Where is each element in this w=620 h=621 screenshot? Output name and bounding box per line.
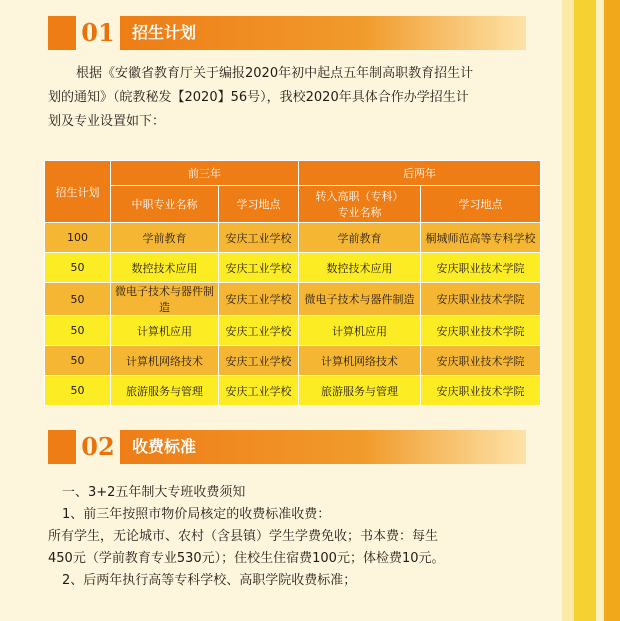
table-row: 50 微电子技术与器件制造 安庆工业学校 微电子技术与器件制造 安庆职业技术学院 — [45, 283, 541, 316]
header-plan: 招生计划 — [45, 161, 111, 223]
table-row: 50 计算机网络技术 安庆工业学校 计算机网络技术 安庆职业技术学院 — [45, 346, 541, 376]
header-major2: 转入高职（专科） 专业名称 — [299, 186, 421, 223]
section-number: 01 — [78, 16, 118, 50]
table-row: 50 旅游服务与管理 安庆工业学校 旅游服务与管理 安庆职业技术学院 — [45, 376, 541, 406]
fees-line: 2、后两年执行高等专科学校、高职学院收费标准； — [62, 573, 357, 588]
section-title: 招生计划 — [132, 23, 197, 42]
intro-paragraph — [48, 62, 554, 129]
fees-line: 1、前三年按照市物价局核定的收费标准收费： — [62, 507, 331, 522]
fees-line: 一、3+2五年制大专班收费须知 — [62, 485, 246, 500]
table-row: 50 计算机应用 安庆工业学校 计算机应用 安庆职业技术学院 — [45, 316, 541, 346]
section-header-fees — [48, 430, 526, 464]
fees-text — [48, 482, 528, 592]
section-title: 收费标准 — [132, 437, 197, 456]
intro-line: 划及专业设置如下： — [48, 114, 166, 129]
intro-line: 根据《安徽省教育厅关于编报2020年初中起点五年制高职教育招生计 — [76, 66, 474, 81]
header-last-two-years: 后两年 — [299, 161, 541, 186]
header-first-three-years: 前三年 — [111, 161, 299, 186]
enrollment-plan-table — [44, 160, 541, 406]
header-major: 中职专业名称 — [111, 186, 219, 223]
fees-line: 所有学生，无论城市、农村（含县镇）学生学费免收；书本费：每生 — [48, 529, 439, 544]
section-header-enrollment — [48, 16, 526, 50]
header-site: 学习地点 — [219, 186, 299, 223]
section-number: 02 — [78, 430, 118, 464]
table-row: 50 数控技术应用 安庆工业学校 数控技术应用 安庆职业技术学院 — [45, 253, 541, 283]
intro-line: 划的通知》（皖教秘发【2020】56号），我校2020年具体合作办学招生计 — [48, 90, 469, 105]
decorative-stripes — [562, 0, 620, 621]
fees-line: 450元（学前教育专业530元）；住校生住宿费100元；体检费10元。 — [48, 551, 445, 566]
table-row: 100 学前教育 安庆工业学校 学前教育 桐城师范高等专科学校 — [45, 223, 541, 253]
header-site2: 学习地点 — [421, 186, 541, 223]
